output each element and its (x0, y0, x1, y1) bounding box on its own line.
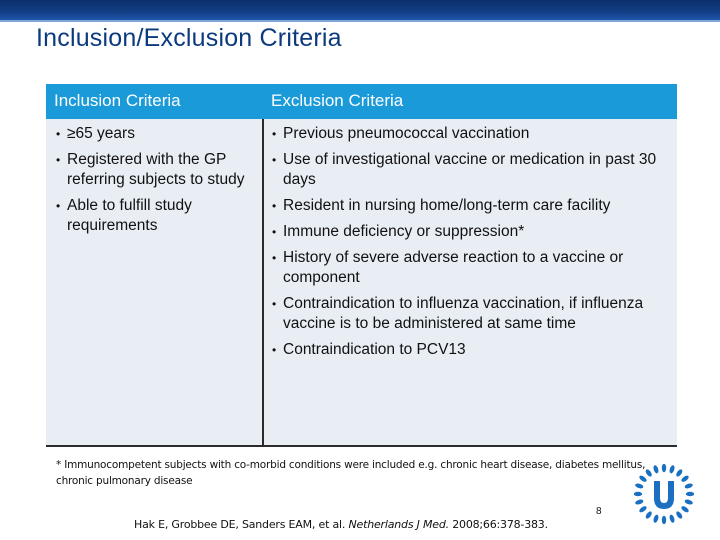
logo-ray (662, 464, 666, 472)
inclusion-item: • Able to fulfill study requirements (56, 196, 258, 236)
page-number: 8 (596, 506, 602, 517)
exclusion-item: • Use of investigational vaccine or medication in past 30 days (272, 150, 672, 190)
citation (134, 518, 548, 531)
column-divider (262, 119, 264, 447)
logo-ray (686, 492, 694, 496)
inclusion-item: • ≥65 years (56, 124, 258, 144)
table-header (46, 84, 677, 119)
table-bottom-rule (46, 445, 677, 447)
exclusion-item: • Previous pneumococcal vaccination (272, 124, 672, 144)
citation-authors: Hak E, Grobbee DE, Sanders EAM, et al. (134, 518, 346, 531)
logo-ray (675, 468, 683, 477)
logo-ray (680, 505, 689, 513)
criteria-table (46, 84, 677, 447)
inclusion-item: • Registered with the GP referring subjects to study (56, 150, 258, 190)
logo-ray (634, 492, 642, 496)
logo-ray (662, 516, 666, 524)
exclusion-list (272, 124, 672, 366)
logo-ray (653, 465, 660, 474)
logo-ray (675, 510, 683, 519)
logo-ray (680, 474, 689, 482)
exclusion-item: • Resident in nursing home/long-term care facility (272, 196, 672, 216)
logo-ray (644, 468, 652, 477)
logo-ray (669, 465, 676, 474)
logo-ray (638, 505, 647, 513)
inclusion-header: Inclusion Criteria (54, 91, 181, 110)
logo-ray (635, 483, 644, 490)
top-banner (0, 0, 720, 20)
exclusion-item: • Contraindication to influenza vaccination, if influenza vaccine is to be administered at same time (272, 294, 672, 334)
exclusion-header: Exclusion Criteria (271, 91, 404, 110)
exclusion-item: • Immune deficiency or suppression* (272, 222, 672, 242)
exclusion-item: • Contraindication to PCV13 (272, 340, 672, 360)
logo-ray (684, 483, 693, 490)
citation-journal: Netherlands J Med. (348, 518, 449, 531)
page-title: Inclusion/Exclusion Criteria (36, 24, 342, 52)
logo-ray (669, 514, 676, 523)
citation-details: 2008;66:378-383. (452, 518, 548, 531)
inclusion-list (56, 124, 258, 242)
university-sun-logo-icon (634, 464, 694, 524)
logo-ray (653, 514, 660, 523)
title-underline (0, 20, 720, 22)
footnote: * Immunocompetent subjects with co-morbid conditions were included e.g. chronic heart disease, diabetes mellitus, chronic pulmonary disease (56, 459, 646, 487)
logo-ray (684, 499, 693, 506)
exclusion-item: • History of severe adverse reaction to a vaccine or component (272, 248, 672, 288)
logo-ray (635, 499, 644, 506)
logo-ray (638, 474, 647, 482)
logo-ray (644, 510, 652, 519)
